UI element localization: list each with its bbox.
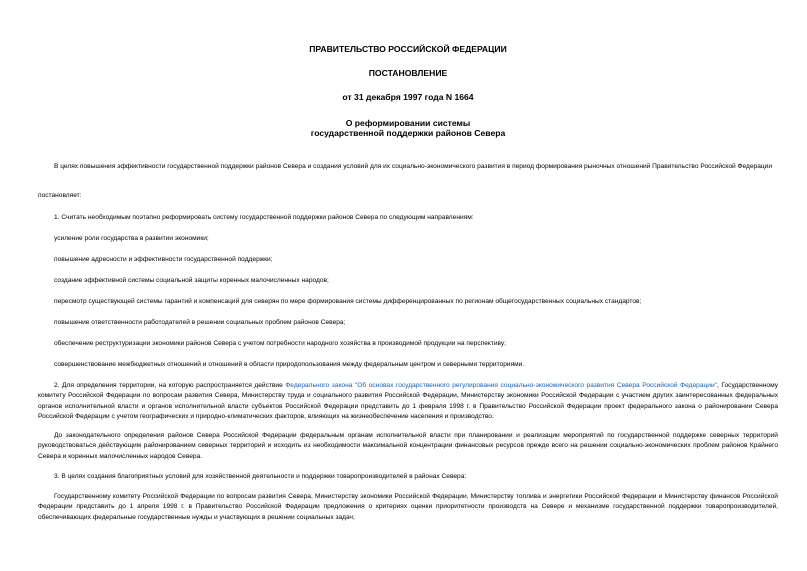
point-3-paragraph: 3. В целях создания благоприятных условий для хозяйственной деятельности и поддержки товаропроизводителей в районах Севера: [54, 473, 467, 480]
government-heading: ПРАВИТЕЛЬСТВО РОССИЙСКОЙ ФЕДЕРАЦИИ [309, 44, 507, 54]
document-date: от 31 декабря 1997 года N 1664 [342, 92, 474, 102]
point-2-text-start: 2. Для определения территории, на которую распространяется действие [54, 382, 286, 389]
direction-item: повышение ответственности работодателей в решении социальных проблем районов Севера; [54, 319, 346, 326]
point-2-second-paragraph: До законодательного определения районов Севера Российской Федерации федеральным органам исполнительной власти при планировании и реализации мероприятий по государственной поддержке северных территорий руководствоваться действующим районированием северных территорий и исходить из необходимости максимальной концентрации финансовых ресурсов прежде всего на решении социально-экономических проблем районов Крайнего Севера и коренных малочисленных народов Севера. [38, 432, 778, 460]
direction-item: совершенствование межбюджетных отношений и отношений в области природопользования между федеральным центром и северными территориями. [54, 361, 525, 368]
point-2-paragraph [38, 381, 778, 423]
point-1-paragraph: 1. Считать необходимым поэтапно реформировать систему государственной поддержки районов Севера по следующим направлениям: [54, 214, 474, 221]
direction-item: усиление роли государства в развитии экономики; [54, 235, 209, 242]
document-type: ПОСТАНОВЛЕНИЕ [368, 68, 448, 78]
direction-item: пересмотр существующей системы гарантий и компенсаций для северян по мере формирования системы дифференцированных по регионам общегосударственных социальных стандартов; [54, 298, 642, 305]
document-title-line-2: государственной поддержки районов Севера [310, 128, 506, 138]
direction-item: повышение адресности и эффективности государственной поддержки; [54, 256, 273, 263]
document-title-line-1: О реформировании системы [345, 118, 471, 128]
intro-paragraph: В целях повышения эффективности государственной поддержки районов Севера и создания условий для их социально-экономического развития в период формирования рыночных отношений Правительство Российской Федерации [54, 163, 773, 170]
federal-law-link[interactable]: Федерального закона "Об основах государственного регулирования социально-экономического развития Севера Российской Федерации" [285, 382, 717, 389]
decides-paragraph: постановляет: [38, 192, 82, 199]
point-3-body-paragraph: Государственному комитету Российской Федерации по вопросам развития Севера, Министерству экономики Российской Федерации, Министерству топлива и энергетики Российской Федерации и Министерству финансов Российской Федерации представить до 1 апреля 1998 г. в Правительство Российской Федерации предложения о критериях оценки приоритетности производств на Севере и механизме государственной поддержки товаропроизводителей, обеспечивающих федеральные государственные нужды и участвующих в решении социальных задач; [38, 493, 778, 521]
direction-item: обеспечение реструктуризации экономики районов Севера с учетом потребности народного хозяйства в производимой продукции на перспективу; [54, 340, 507, 347]
point-2-text-end: , Государственному комитету Российской Федерации по вопросам развития Севера, Министерству труда и социального развития Российской Федерации, Министерству экономики Российской Федерации с участием других заинтересованных федеральных органов исполнительной власти и органов исполнительной власти субъектов Российской Федерации представить до 1 февраля 1998 г. в Правительство Российской Федерации проект федерального закона о районировании Севера Российской Федерации с учетом географических и природно-климатических факторов, влияющих на жизнеобеспечение населения и производство. [38, 382, 779, 421]
direction-item: создание эффективной системы социальной защиты коренных малочисленных народов; [54, 277, 329, 284]
